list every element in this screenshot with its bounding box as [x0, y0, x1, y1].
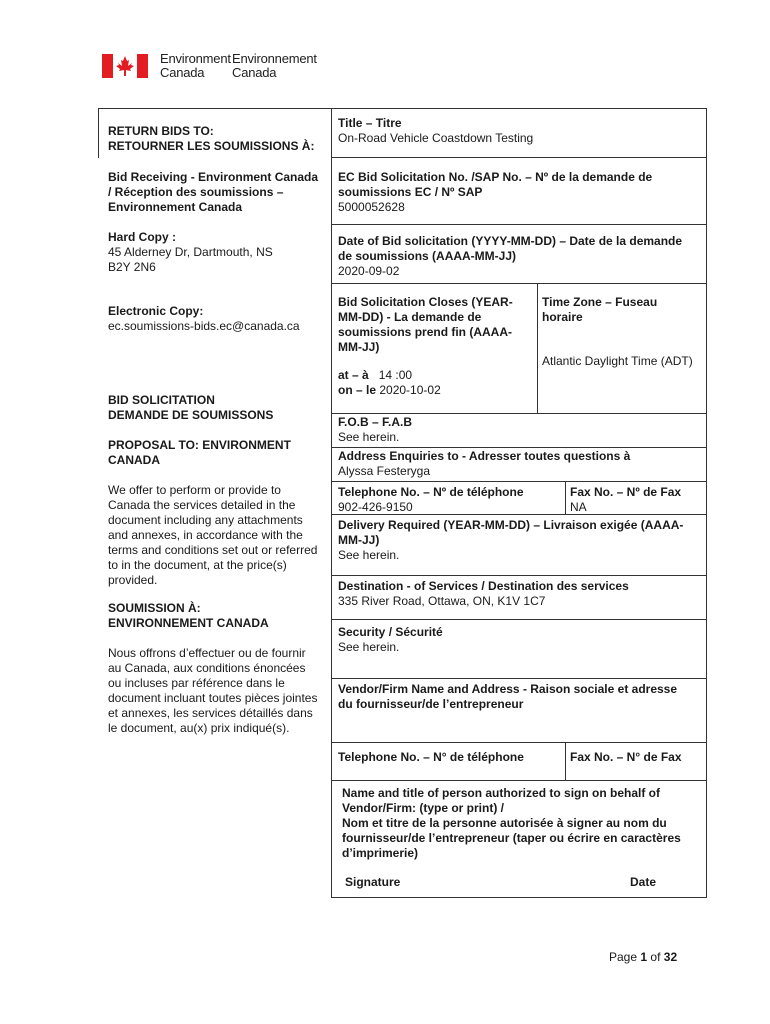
closing-time: at – à 14 :00 on – le 2020-10-02: [338, 368, 441, 397]
closes-label: [338, 295, 513, 355]
row-divider: [332, 157, 706, 158]
authorized-person-block: [342, 786, 681, 861]
title-block: Title – Titre On-Road Vehicle Coastdown Testing: [338, 116, 534, 145]
offer-en-line: terms and conditions set out or referred: [108, 543, 318, 557]
enquiries-block: Address Enquiries to - Adresser toutes questions à Alyssa Festeryga: [338, 449, 631, 478]
delivery-block: Delivery Required (YEAR-MM-DD) – Livraison exigée (AAAA- MM-JJ) See herein.: [338, 518, 684, 562]
telephone-block: Telephone No. – Nº de téléphone 902-426-9150: [338, 485, 524, 514]
offer-en-line: We offer to perform or provide to: [108, 483, 281, 497]
left-border: [98, 108, 99, 158]
solicitation-number: 5000052628: [338, 200, 405, 214]
row-divider: [332, 678, 706, 679]
authorized-person-line: d’imprimerie): [342, 846, 419, 860]
authorized-person-line: Vendor/Firm: (type or print) /: [342, 801, 505, 815]
row-divider: [332, 283, 706, 284]
offer-fr-line: ou incluses par référence dans le: [108, 676, 285, 690]
authorized-person-line: fournisseur/de l’entrepreneur (taper ou écrire en caractères: [342, 831, 681, 845]
offer-text-fr: [108, 646, 317, 736]
offer-en-line: Canada the services detailed in the: [108, 498, 296, 512]
signature-label: Signature: [345, 875, 401, 889]
time-zone-label: Time Zone – Fuseau horaire: [542, 295, 658, 324]
soumission-heading: SOUMISSION À: ENVIRONNEMENT CANADA: [108, 601, 269, 630]
vtel-vfax-divider: [565, 742, 566, 780]
row-divider: [332, 619, 706, 620]
signature-date-label: Date: [630, 875, 657, 889]
closes-label-line: Bid Solicitation Closes (YEAR-: [338, 295, 513, 309]
closes-label-line: soumissions prend fin (AAAA-: [338, 325, 513, 339]
offer-en-line: to in the document, at the price(s): [108, 558, 287, 572]
offer-en-line: and annexes, in accordance with the: [108, 528, 303, 542]
solicitation-number-block: EC Bid Solicitation No. /SAP No. – Nº de la demande de soumissions EC / Nº SAP 5000052628: [338, 170, 653, 214]
row-divider: [332, 780, 706, 781]
closes-label-line: MM-DD) - La demande de: [338, 310, 482, 324]
bid-receiving: Bid Receiving - Environment Canada / Réception des soumissions – Environnement Canada: [108, 170, 319, 214]
hard-copy-block: Hard Copy : 45 Alderney Dr, Dartmouth, NS B2Y 2N6: [108, 230, 273, 274]
solicitation-date-block: Date of Bid solicitation (YYYY-MM-DD) – Date de la demande de soumissions (AAAA-MM-JJ) 2020-09-02: [338, 234, 683, 278]
fax-block: Fax No. – Nº de Fax NA: [570, 485, 682, 514]
vendor-block: Vendor/Firm Name and Address - Raison sociale et adresse du fournisseur/de l’entrepreneur: [338, 682, 678, 711]
department-name-en: Environment Canada: [160, 51, 231, 80]
closes-divider: [537, 283, 538, 413]
fob-block: F.O.B – F.A.B See herein.: [338, 415, 413, 444]
authorized-person-line: Nom et titre de la personne autorisée à signer au nom du: [342, 816, 667, 830]
security-block: Security / Sécurité See herein.: [338, 625, 443, 654]
electronic-copy-block: Electronic Copy: ec.soumissions-bids.ec@canada.ca: [108, 304, 300, 333]
row-divider: [332, 447, 706, 448]
offer-fr-line: au Canada, aux conditions énoncées: [108, 661, 306, 675]
proposal-to-heading: PROPOSAL TO: ENVIRONMENT CANADA: [108, 438, 291, 467]
row-divider: [332, 481, 706, 482]
canada-flag-icon: [102, 54, 148, 78]
department-name-fr: Environnement Canada: [232, 51, 317, 80]
time-zone-value: Atlantic Daylight Time (ADT): [542, 354, 693, 368]
right-border: [706, 108, 707, 898]
bottom-border: [332, 897, 706, 898]
bid-solicitation-heading: BID SOLICITATION DEMANDE DE SOUMISSONS: [108, 393, 274, 422]
page-number: Page 1 of 32: [609, 950, 678, 964]
title-value: On-Road Vehicle Coastdown Testing: [338, 131, 534, 145]
row-divider: [332, 575, 706, 576]
offer-fr-line: document incluant toutes pièces jointes: [108, 691, 318, 705]
offer-fr-line: et annexes, les services détaillés dans: [108, 706, 313, 720]
row-divider: [332, 742, 706, 743]
row-divider: [332, 413, 706, 414]
offer-fr-line: Nous offrons d’effectuer ou de fournir: [108, 646, 306, 660]
destination-block: Destination - of Services / Destination des services 335 River Road, Ottawa, ON, K1V 1C7: [338, 579, 629, 608]
offer-en-line: document including any attachments: [108, 513, 303, 527]
offer-en-line: provided.: [108, 573, 158, 587]
offer-fr-line: le document, au(x) prix indiqué(s).: [108, 721, 290, 735]
solicitation-date: 2020-09-02: [338, 264, 400, 278]
closes-label-line: MM-JJ): [338, 340, 380, 354]
tel-fax-divider: [565, 481, 566, 515]
vendor-telephone-label: Telephone No. – N° de téléphone: [338, 750, 524, 764]
vendor-fax-label: Fax No. – N° de Fax: [570, 750, 682, 764]
offer-text-en: [108, 483, 317, 588]
electronic-email[interactable]: ec.soumissions-bids.ec@canada.ca: [108, 319, 300, 333]
top-border: [98, 108, 706, 109]
return-bids-heading: RETURN BIDS TO: RETOURNER LES SOUMISSIONS À:: [108, 124, 315, 153]
row-divider: [332, 224, 706, 225]
authorized-person-line: Name and title of person authorized to sign on behalf of: [342, 786, 661, 800]
